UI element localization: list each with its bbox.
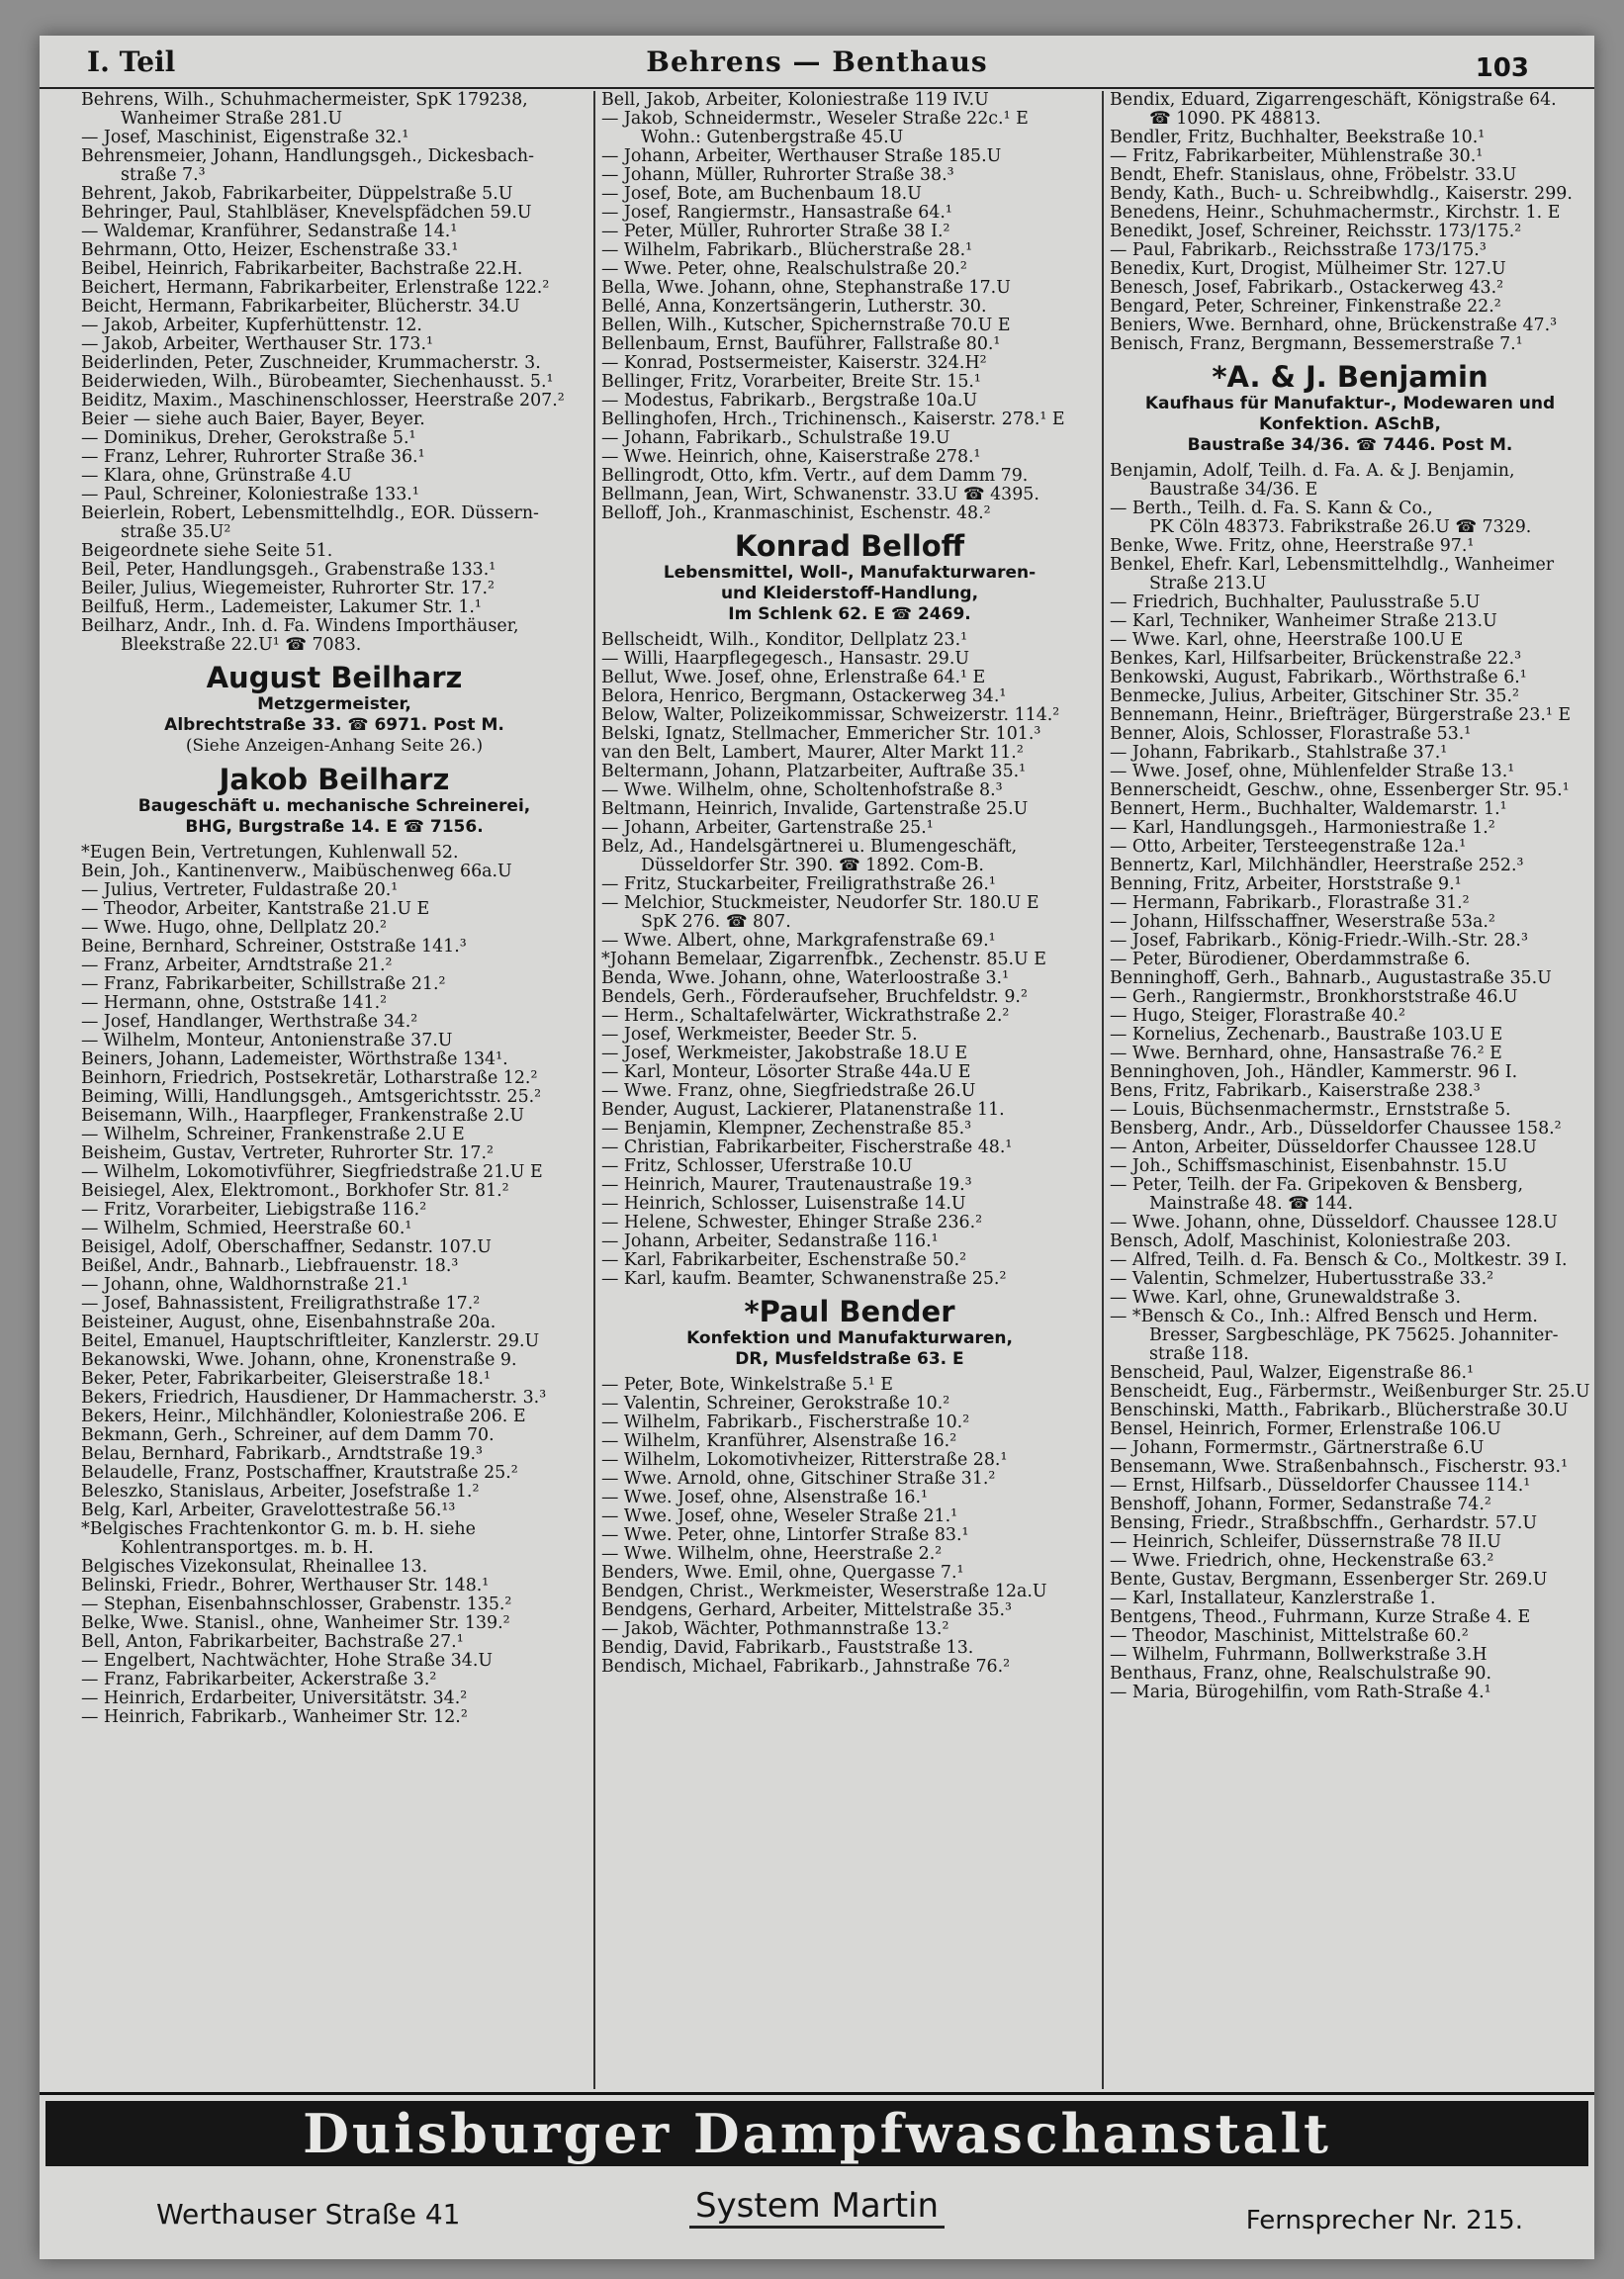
directory-entry: — Wwe. Karl, ohne, Grunewaldstraße 3.	[1110, 1289, 1462, 1308]
directory-entry: *Belgisches Frachtenkontor G. m. b. H. siehe	[81, 1520, 476, 1539]
directory-entry: — Fritz, Fabrikarbeiter, Mühlenstraße 30.¹	[1110, 147, 1484, 166]
directory-entry: Behrmann, Otto, Heizer, Eschenstraße 33.¹	[81, 241, 459, 260]
display-advertisement	[1110, 360, 1590, 456]
display-advertisement	[81, 763, 587, 838]
directory-entry: — Paul, Schreiner, Koloniestraße 133.¹	[81, 486, 419, 504]
directory-entry: Beißel, Andr., Bahnarb., Liebfrauenstr. 18.³	[81, 1257, 459, 1276]
directory-entry: Beisheim, Gustav, Vertreter, Ruhrorter Str. 17.²	[81, 1144, 494, 1163]
directory-entry: Benisch, Franz, Bergmann, Bessemerstraße 7.¹	[1110, 335, 1523, 354]
directory-entry: Belaudelle, Franz, Postschaffner, Krautstraße 25.²	[81, 1464, 518, 1483]
display-advertisement	[601, 1295, 1098, 1370]
directory-entry-continuation: straße 35.U²	[121, 523, 231, 542]
directory-entry: — Johann, Arbeiter, Werthauser Straße 185.U	[601, 147, 1002, 166]
directory-entry: — Karl, Installateur, Kanzlerstraße 1.	[1110, 1590, 1436, 1608]
directory-entry: Bellé, Anna, Konzertsängerin, Lutherstr. 30.	[601, 298, 987, 317]
directory-entry: Beltmann, Heinrich, Invalide, Gartenstraße 25.U	[601, 800, 1029, 819]
directory-entry: Beil, Peter, Handlungsgeh., Grabenstraße 133.¹	[81, 561, 496, 580]
directory-entry: — Franz, Lehrer, Ruhrorter Straße 36.¹	[81, 448, 425, 467]
directory-entry: Bente, Gustav, Bergmann, Essenberger Str. 269.U	[1110, 1571, 1548, 1590]
advertiser-name: August Beilharz	[206, 661, 463, 694]
directory-entry: — Fritz, Stuckarbeiter, Freiligrathstraße 26.¹	[601, 875, 996, 894]
directory-entry: Belora, Henrico, Bergmann, Ostackerweg 34.¹	[601, 687, 1007, 706]
directory-entry: — Willi, Haarpflegegesch., Hansastr. 29.U	[601, 650, 970, 669]
advertisement-line: Konfektion. ASchB,	[1259, 414, 1441, 434]
directory-entry: — Heinrich, Erdarbeiter, Universitätstr. 34.²	[81, 1689, 468, 1708]
directory-entry: — Karl, Handlungsgeh., Harmoniestraße 1.²	[1110, 819, 1495, 838]
page-header	[40, 36, 1594, 89]
system-label: System Martin	[689, 2186, 945, 2229]
directory-entry: — Wwe. Karl, ohne, Heerstraße 100.U E	[1110, 631, 1464, 650]
directory-page	[40, 36, 1594, 2259]
directory-entry: — Wwe. Arnold, ohne, Gitschiner Straße 31.²	[601, 1470, 996, 1489]
directory-entry: — Wilhelm, Fabrikarb., Blücherstraße 28.¹	[601, 241, 973, 260]
directory-entry: Belgisches Vizekonsulat, Rheinallee 13.	[81, 1558, 428, 1577]
directory-entry: — Fritz, Vorarbeiter, Liebigstraße 116.²	[81, 1201, 427, 1220]
directory-entry: Benedix, Kurt, Drogist, Mülheimer Str. 127.U	[1110, 260, 1506, 279]
running-title: Behrens — Benthaus	[646, 46, 988, 78]
directory-entry: van den Belt, Lambert, Maurer, Alter Markt 11.²	[601, 744, 1024, 763]
directory-entry: — Jakob, Arbeiter, Kupferhüttenstr. 12.	[81, 317, 422, 335]
directory-entry: — Franz, Arbeiter, Arndtstraße 21.²	[81, 957, 393, 975]
directory-entry: Bellingrodt, Otto, kfm. Vertr., auf dem Damm 79.	[601, 467, 1029, 486]
directory-entry: — Wwe. Hugo, ohne, Dellplatz 20.²	[81, 919, 387, 938]
advertisement-line: Kaufhaus für Manufaktur-, Modewaren und	[1144, 394, 1556, 413]
directory-entry: Beiners, Johann, Lademeister, Wörthstraße 134¹.	[81, 1050, 508, 1069]
directory-entry: Bendt, Ehefr. Stanislaus, ohne, Fröbelstr. 33.U	[1110, 166, 1517, 185]
directory-entry: — Wwe. Josef, ohne, Weseler Straße 21.¹	[601, 1507, 958, 1526]
advertisement-line: Metzgermeister,	[257, 694, 411, 714]
directory-entry: — Engelbert, Nachtwächter, Hohe Straße 34.U	[81, 1652, 494, 1671]
directory-entry: Behringer, Paul, Stahlbläser, Knevelspfädchen 59.U	[81, 204, 532, 223]
directory-entry: Benner, Alois, Schlosser, Florastraße 53.¹	[1110, 725, 1472, 744]
page-number: 103	[1475, 53, 1529, 83]
directory-entry: — Paul, Fabrikarb., Reichsstraße 173/175.³	[1110, 241, 1487, 260]
directory-entry: Beiming, Willi, Handlungsgeh., Amtsgerichtsstr. 25.²	[81, 1088, 542, 1107]
directory-entry: Bennertz, Karl, Milchhändler, Heerstraße 252.³	[1110, 857, 1524, 875]
directory-entry: Bennert, Herm., Buchhalter, Waldemarstr. 1.¹	[1110, 800, 1507, 819]
directory-entry: — Friedrich, Buchhalter, Paulusstraße 5.U	[1110, 593, 1481, 612]
directory-entry: Bensing, Friedr., Straßbschffn., Gerhardstr. 57.U	[1110, 1514, 1538, 1533]
directory-entry: Bendgens, Gerhard, Arbeiter, Mittelstraße 35.³	[601, 1601, 1013, 1620]
directory-entry: Benschinski, Matth., Fabrikarb., Blücherstraße 30.U	[1110, 1402, 1569, 1420]
directory-entry: Bensch, Adolf, Maschinist, Koloniestraße 203.	[1110, 1232, 1511, 1251]
directory-entry: — Josef, Handlanger, Werthstraße 34.²	[81, 1013, 418, 1032]
directory-entry: — Wilhelm, Monteur, Antonienstraße 37.U	[81, 1032, 453, 1050]
directory-entry: — Heinrich, Schlosser, Luisenstraße 14.U	[601, 1195, 966, 1214]
directory-entry: — Joh., Schiffsmaschinist, Eisenbahnstr. 15.U	[1110, 1157, 1508, 1176]
directory-entry: — Karl, Monteur, Lösorter Straße 44a.U E	[601, 1063, 971, 1082]
directory-entry: — Otto, Arbeiter, Tersteegenstraße 12a.¹	[1110, 838, 1467, 857]
directory-entry: — Wilhelm, Schmied, Heerstraße 60.¹	[81, 1220, 412, 1238]
directory-entry: Benninghoven, Joh., Händler, Kammerstr. 96 I.	[1110, 1063, 1518, 1082]
directory-entry: Beiderwieden, Wilh., Bürobeamter, Siechenhausst. 5.¹	[81, 373, 554, 392]
advertisement-line: BHG, Burgstraße 14. E ☎ 7156.	[185, 817, 484, 837]
directory-entry: Benkel, Ehefr. Karl, Lebensmittelhdlg., Wanheimer	[1110, 556, 1555, 575]
directory-entry: Bekmann, Gerh., Schreiner, auf dem Damm 70.	[81, 1426, 495, 1445]
directory-entry: Below, Walter, Polizeikommissar, Schweizerstr. 114.²	[601, 706, 1060, 725]
directory-entry: Benthaus, Franz, ohne, Realschulstraße 90.	[1110, 1665, 1492, 1684]
directory-entry-continuation: Straße 213.U	[1149, 575, 1267, 593]
directory-entry: — Josef, Maschinist, Eigenstraße 32.¹	[81, 129, 409, 147]
directory-entry: Bensberg, Andr., Arb., Düsseldorfer Chaussee 158.²	[1110, 1120, 1562, 1139]
directory-entry: Bendy, Kath., Buch- u. Schreibwhdlg., Kaiserstr. 299.	[1110, 185, 1573, 204]
advertisement-line: Albrechtstraße 33. ☎ 6971. Post M.	[164, 715, 504, 735]
directory-entry: Benders, Wwe. Emil, ohne, Quergasse 7.¹	[601, 1564, 964, 1583]
advertisement-line: Konfektion und Manufakturwaren,	[686, 1328, 1013, 1348]
directory-entry: — Johann, Hilfsschaffner, Weserstraße 53a.²	[1110, 913, 1495, 932]
directory-entry: — Wwe. Josef, ohne, Mühlenfelder Straße 13.¹	[1110, 763, 1515, 781]
directory-entry-continuation: Mainstraße 48. ☎ 144.	[1149, 1195, 1354, 1214]
directory-entry: Beinhorn, Friedrich, Postsekretär, Lotharstraße 12.²	[81, 1069, 538, 1088]
directory-entry: — Modestus, Fabrikarb., Bergstraße 10a.U	[601, 392, 978, 410]
directory-entry: — Theodor, Arbeiter, Kantstraße 21.U E	[81, 900, 430, 919]
directory-entry: Benning, Fritz, Arbeiter, Horststraße 9.¹	[1110, 875, 1462, 894]
directory-entry: — Benjamin, Klempner, Zechenstraße 85.³	[601, 1120, 972, 1139]
directory-entry: Beine, Bernhard, Schreiner, Oststraße 141.³	[81, 938, 467, 957]
directory-entry: — Peter, Bürodiener, Oberdammstraße 6.	[1110, 951, 1471, 969]
directory-entry: — Wwe. Bernhard, ohne, Hansastraße 76.² E	[1110, 1045, 1502, 1063]
directory-entry: — Peter, Müller, Ruhrorter Straße 38 I.²	[601, 223, 950, 241]
advertiser-name: *A. & J. Benjamin	[1212, 360, 1489, 394]
directory-entry: — Herm., Schaltafelwärter, Wickrathstraße 2.²	[601, 1007, 1010, 1026]
directory-entry: — Karl, Techniker, Wanheimer Straße 213.U	[1110, 612, 1497, 631]
directory-entry: — Karl, kaufm. Beamter, Schwanenstraße 25.²	[601, 1270, 1007, 1289]
directory-entry: — Wwe. Johann, ohne, Düsseldorf. Chaussee 128.U	[1110, 1214, 1558, 1232]
directory-entry: Bellscheidt, Wilh., Konditor, Dellplatz 23.¹	[601, 631, 968, 650]
part-label: I. Teil	[87, 46, 176, 78]
directory-entry-continuation: Kohlentransportges. m. b. H.	[121, 1539, 374, 1558]
directory-entry: Beilfuß, Herm., Lademeister, Lakumer Str. 1.¹	[81, 598, 482, 617]
directory-entry: Beibel, Heinrich, Fabrikarbeiter, Bachstraße 22.H.	[81, 260, 523, 279]
directory-entry: — Fritz, Schlosser, Uferstraße 10.U	[601, 1157, 913, 1176]
directory-entry: Benda, Wwe. Johann, ohne, Waterloostraße 3.¹	[601, 969, 1010, 988]
directory-entry: Bensemann, Wwe. Straßenbahnsch., Fischerstr. 93.¹	[1110, 1458, 1569, 1477]
directory-entry: — Wilhelm, Schreiner, Frankenstraße 2.U E	[81, 1126, 465, 1144]
directory-entry: — Jakob, Wächter, Pothmannstraße 13.²	[601, 1620, 949, 1639]
directory-entry: — Wwe. Friedrich, ohne, Heckenstraße 63.²	[1110, 1552, 1494, 1571]
directory-entry: — Johann, Arbeiter, Sedanstraße 116.¹	[601, 1232, 939, 1251]
directory-entry: Bellut, Wwe. Josef, ohne, Erlenstraße 64.¹ E	[601, 669, 986, 687]
directory-entry: Bennerscheidt, Geschw., ohne, Essenberger Str. 95.¹	[1110, 781, 1570, 800]
directory-entry-continuation: Baustraße 34/36. E	[1149, 481, 1318, 500]
advertisement-line: Im Schlenk 62. E ☎ 2469.	[728, 604, 971, 624]
directory-entry: — Johann, Müller, Ruhrorter Straße 38.³	[601, 166, 954, 185]
footer-advertisement	[40, 2092, 1594, 2259]
directory-entry: — Wilhelm, Kranführer, Alsenstraße 16.²	[601, 1432, 957, 1451]
directory-entry: Benscheidt, Eug., Färbermstr., Weißenburger Str. 25.U	[1110, 1383, 1590, 1402]
directory-entry: Belg, Karl, Arbeiter, Gravelottestraße 56.¹³	[81, 1502, 456, 1520]
directory-entry: Bellen, Wilh., Kutscher, Spichernstraße 70.U E	[601, 317, 1011, 335]
column-1	[81, 91, 587, 2089]
directory-entry: Beltermann, Johann, Platzarbeiter, Auftraße 35.¹	[601, 763, 1027, 781]
directory-entry-continuation: SpK 276. ☎ 807.	[641, 913, 791, 932]
directory-entry: Benedens, Heinr., Schuhmachermstr., Kirchstr. 1. E	[1110, 204, 1561, 223]
directory-entry: Bendler, Fritz, Buchhalter, Beekstraße 10.¹	[1110, 129, 1486, 147]
directory-entry: — Wwe. Wilhelm, ohne, Heerstraße 2.²	[601, 1545, 943, 1564]
advertisement-line: DR, Musfeldstraße 63. E	[735, 1349, 964, 1369]
directory-entry: Bein, Joh., Kantinenverw., Maibüschenweg 66a.U	[81, 863, 512, 881]
directory-entry: *Eugen Bein, Vertretungen, Kuhlenwall 52.	[81, 844, 459, 863]
directory-entry: Belke, Wwe. Stanisl., ohne, Wanheimer Str. 139.²	[81, 1614, 510, 1633]
directory-entry: — Melchior, Stuckmeister, Neudorfer Str. 180.U E	[601, 894, 1039, 913]
directory-entry: Beleszko, Stanislaus, Arbeiter, Josefstraße 1.²	[81, 1483, 480, 1502]
display-advertisement	[601, 529, 1098, 625]
directory-entry: Beisemann, Wilh., Haarpfleger, Frankenstraße 2.U	[81, 1107, 525, 1126]
directory-entry: — Berth., Teilh. d. Fa. S. Kann & Co.,	[1110, 500, 1433, 518]
directory-entry: Beiditz, Maxim., Maschinenschlosser, Heerstraße 207.²	[81, 392, 565, 410]
directory-entry: — Franz, Fabrikarbeiter, Ackerstraße 3.²	[81, 1671, 437, 1689]
directory-entry: — Johann, Fabrikarb., Stahlstraße 37.¹	[1110, 744, 1448, 763]
directory-entry: — Gerh., Rangiermstr., Bronkhorststraße 46.U	[1110, 988, 1518, 1007]
directory-entry: Behrensmeier, Johann, Handlungsgeh., Dickesbach-	[81, 147, 534, 166]
directory-entry: Bendels, Gerh., Förderaufseher, Bruchfeldstr. 9.²	[601, 988, 1028, 1007]
directory-entry-continuation: straße 118.	[1149, 1345, 1249, 1364]
directory-entry-continuation: Wohn.: Gutenbergstraße 45.U	[641, 129, 904, 147]
directory-entry: Bentgens, Theod., Fuhrmann, Kurze Straße 4. E	[1110, 1608, 1531, 1627]
directory-entry: — Ernst, Hilfsarb., Düsseldorfer Chaussee 114.¹	[1110, 1477, 1531, 1496]
directory-entry: — Konrad, Postsermeister, Kaiserstr. 324.H²	[601, 354, 987, 373]
directory-entry: Beisigel, Adolf, Oberschaffner, Sedanstr. 107.U	[81, 1238, 492, 1257]
directory-entry-continuation: PK Cöln 48373. Fabrikstraße 26.U ☎ 7329.	[1149, 518, 1532, 537]
directory-entry: — Johann, Fabrikarb., Schulstraße 19.U	[601, 429, 950, 448]
directory-entry: — Josef, Rangiermstr., Hansastraße 64.¹	[601, 204, 952, 223]
directory-entry: — *Bensch & Co., Inh.: Alfred Bensch und Herm.	[1110, 1308, 1538, 1326]
directory-entry: Benedikt, Josef, Schreiner, Reichsstr. 173/175.²	[1110, 223, 1522, 241]
directory-entry: — Franz, Fabrikarbeiter, Schillstraße 21.²	[81, 975, 446, 994]
advertisement-line: (Siehe Anzeigen-Anhang Seite 26.)	[185, 736, 484, 756]
directory-entry: — Johann, Arbeiter, Gartenstraße 25.¹	[601, 819, 934, 838]
directory-entry: Bendig, David, Fabrikarb., Fauststraße 13.	[601, 1639, 974, 1658]
directory-entry: Bender, August, Lackierer, Platanenstraße 11.	[601, 1101, 1005, 1120]
directory-entry: Beigeordnete siehe Seite 51.	[81, 542, 333, 561]
directory-entry: Bendix, Eduard, Zigarrengeschäft, Königstraße 64.	[1110, 91, 1557, 110]
directory-entry: Beisiegel, Alex, Elektromont., Borkhofer Str. 81.²	[81, 1182, 509, 1201]
directory-entry: — Johann, Formermstr., Gärtnerstraße 6.U	[1110, 1439, 1485, 1458]
directory-entry: Benke, Wwe. Fritz, ohne, Heerstraße 97.¹	[1110, 537, 1475, 556]
directory-entry: Belau, Bernhard, Fabrikarb., Arndtstraße 19.³	[81, 1445, 483, 1464]
directory-entry: Behrens, Wilh., Schuhmachermeister, SpK 179238,	[81, 91, 528, 110]
directory-entry: Beichert, Hermann, Fabrikarbeiter, Erlenstraße 122.²	[81, 279, 550, 298]
directory-entry: — Wwe. Heinrich, ohne, Kaiserstraße 278.¹	[601, 448, 981, 467]
directory-entry: — Wwe. Albert, ohne, Markgrafenstraße 69.¹	[601, 932, 996, 951]
display-advertisement	[81, 661, 587, 757]
directory-entry: Bellinger, Fritz, Vorarbeiter, Breite Str. 15.¹	[601, 373, 981, 392]
directory-entry: Beierlein, Robert, Lebensmittelhdlg., EOR. Düssern-	[81, 504, 539, 523]
directory-entry: — Louis, Büchsenmachermstr., Ernststraße 5.	[1110, 1101, 1511, 1120]
directory-entry: Bens, Fritz, Fabrikarb., Kaiserstraße 238.³	[1110, 1082, 1481, 1101]
directory-entry: Beier — siehe auch Baier, Bayer, Beyer.	[81, 410, 425, 429]
directory-entry: — Wilhelm, Fuhrmann, Bollwerkstraße 3.H	[1110, 1646, 1488, 1665]
directory-entry: — Peter, Bote, Winkelstraße 5.¹ E	[601, 1376, 893, 1395]
directory-entry: Bell, Anton, Fabrikarbeiter, Bachstraße 27.¹	[81, 1633, 464, 1652]
directory-entry: — Josef, Fabrikarb., König-Friedr.-Wilh.-Str. 28.³	[1110, 932, 1528, 951]
directory-entry: Belski, Ignatz, Stellmacher, Emmericher Str. 101.³	[601, 725, 1041, 744]
directory-entry: Beisteiner, August, ohne, Eisenbahnstraße 20a.	[81, 1314, 496, 1332]
directory-entry: — Waldemar, Kranführer, Sedanstraße 14.¹	[81, 223, 458, 241]
directory-entry: — Peter, Teilh. der Fa. Gripekoven & Bensberg,	[1110, 1176, 1524, 1195]
directory-entry: Benshoff, Johann, Former, Sedanstraße 74.²	[1110, 1496, 1491, 1514]
directory-entry: — Kornelius, Zechenarb., Baustraße 103.U E	[1110, 1026, 1503, 1045]
directory-entry: — Wilhelm, Fabrikarb., Fischerstraße 10.²	[601, 1413, 970, 1432]
directory-entry: — Theodor, Maschinist, Mittelstraße 60.²	[1110, 1627, 1469, 1646]
directory-entry: Benscheid, Paul, Walzer, Eigenstraße 86.¹	[1110, 1364, 1475, 1383]
directory-entry: — Klara, ohne, Grünstraße 4.U	[81, 467, 352, 486]
directory-entry: Belloff, Joh., Kranmaschinist, Eschenstr. 48.²	[601, 504, 991, 523]
directory-entry: Bekers, Friedrich, Hausdiener, Dr Hammacherstr. 3.³	[81, 1389, 547, 1408]
directory-entry: Bendisch, Michael, Fabrikarb., Jahnstraße 76.²	[601, 1658, 1011, 1677]
directory-entry: Bekanowski, Wwe. Johann, ohne, Kronenstraße 9.	[81, 1351, 517, 1370]
directory-entry: — Josef, Bote, am Buchenbaum 18.U	[601, 185, 922, 204]
company-address: Werthauser Straße 41	[156, 2198, 461, 2231]
directory-entry: Bennemann, Heinr., Briefträger, Bürgerstraße 23.¹ E	[1110, 706, 1572, 725]
directory-entry: — Wwe. Josef, ohne, Alsenstraße 16.¹	[601, 1489, 928, 1507]
advertiser-name: *Paul Bender	[744, 1295, 955, 1328]
directory-entry: — Hermann, ohne, Oststraße 141.²	[81, 994, 388, 1013]
directory-entry: — Alfred, Teilh. d. Fa. Bensch & Co., Moltkestr. 39 I.	[1110, 1251, 1568, 1270]
directory-entry: Bendgen, Christ., Werkmeister, Weserstraße 12a.U	[601, 1583, 1047, 1601]
directory-entry: Benkowski, August, Fabrikarb., Wörthstraße 6.¹	[1110, 669, 1527, 687]
directory-entry: — Josef, Werkmeister, Beeder Str. 5.	[601, 1026, 918, 1045]
directory-entry: — Josef, Bahnassistent, Freiligrathstraße 17.²	[81, 1295, 481, 1314]
directory-entry: — Maria, Bürogehilfin, vom Rath-Straße 4.¹	[1110, 1684, 1491, 1702]
directory-entry: Bellenbaum, Ernst, Bauführer, Fallstraße 80.¹	[601, 335, 1001, 354]
directory-entry: Benesch, Josef, Fabrikarb., Ostackerweg 43.²	[1110, 279, 1504, 298]
directory-entry: — Julius, Vertreter, Fuldastraße 20.¹	[81, 881, 399, 900]
directory-entry: — Dominikus, Dreher, Gerokstraße 5.¹	[81, 429, 416, 448]
advertiser-name: Konrad Belloff	[734, 529, 965, 563]
directory-entry: — Jakob, Schneidermstr., Weseler Straße 22c.¹ E	[601, 110, 1029, 129]
directory-entry: *Johann Bemelaar, Zigarrenfbk., Zechenstr. 85.U E	[601, 951, 1046, 969]
advertiser-name: Jakob Beilharz	[219, 763, 450, 796]
directory-entry: — Wilhelm, Lokomotivheizer, Ritterstraße 28.¹	[601, 1451, 1008, 1470]
directory-entry: — Jakob, Arbeiter, Werthauser Str. 173.¹	[81, 335, 433, 354]
directory-entry: — Hugo, Steiger, Florastraße 40.²	[1110, 1007, 1406, 1026]
directory-entry: Beiderlinden, Peter, Zuschneider, Krummacherstr. 3.	[81, 354, 541, 373]
directory-entry: — Wilhelm, Lokomotivführer, Siegfriedstraße 21.U E	[81, 1163, 543, 1182]
directory-entry: — Karl, Fabrikarbeiter, Eschenstraße 50.²	[601, 1251, 967, 1270]
directory-entry: Bellmann, Jean, Wirt, Schwanenstr. 33.U ☎ 4395.	[601, 486, 1039, 504]
directory-entry: — Johann, ohne, Waldhornstraße 21.¹	[81, 1276, 408, 1295]
directory-entry-continuation: Wanheimer Straße 281.U	[121, 110, 343, 129]
directory-entry: Benjamin, Adolf, Teilh. d. Fa. A. & J. Benjamin,	[1110, 462, 1515, 481]
advertisement-line: Lebensmittel, Woll-, Manufakturwaren-	[663, 563, 1037, 583]
directory-entry: Belz, Ad., Handelsgärtnerei u. Blumengeschäft,	[601, 838, 1018, 857]
directory-entry-continuation: straße 7.³	[121, 166, 206, 185]
column-2	[593, 91, 1098, 2089]
directory-entry: Benmecke, Julius, Arbeiter, Gitschiner Str. 35.²	[1110, 687, 1519, 706]
directory-entry: Belinski, Friedr., Bohrer, Werthauser Str. 148.¹	[81, 1577, 490, 1595]
directory-entry-continuation: Bresser, Sargbeschläge, PK 75625. Johanniter-	[1149, 1326, 1559, 1345]
directory-entry: Bengard, Peter, Schreiner, Finkenstraße 22.²	[1110, 298, 1501, 317]
directory-entry: Beiler, Julius, Wiegemeister, Ruhrorter Str. 17.²	[81, 580, 495, 598]
directory-entry: Bellinghofen, Hrch., Trichinensch., Kaiserstr. 278.¹ E	[601, 410, 1065, 429]
column-3	[1102, 91, 1590, 2089]
advertisement-line: Baustraße 34/36. ☎ 7446. Post M.	[1187, 435, 1513, 455]
directory-entry: Benninghoff, Gerh., Bahnarb., Augustastraße 35.U	[1110, 969, 1552, 988]
advertisement-line: Baugeschäft u. mechanische Schreinerei,	[137, 796, 531, 816]
directory-entry: — Heinrich, Schleifer, Düssernstraße 78 II.U	[1110, 1533, 1501, 1552]
directory-entry: Bella, Wwe. Johann, ohne, Stephanstraße 17.U	[601, 279, 1011, 298]
directory-entry: — Valentin, Schmelzer, Hubertusstraße 33.²	[1110, 1270, 1494, 1289]
directory-entry: Beker, Peter, Fabrikarbeiter, Gleiserstraße 18.¹	[81, 1370, 492, 1389]
directory-entry: Beicht, Hermann, Fabrikarbeiter, Blücherstr. 34.U	[81, 298, 520, 317]
directory-entry: — Josef, Werkmeister, Jakobstraße 18.U E	[601, 1045, 968, 1063]
directory-entry: — Anton, Arbeiter, Düsseldorfer Chaussee 128.U	[1110, 1139, 1537, 1157]
directory-entry: Bell, Jakob, Arbeiter, Koloniestraße 119 IV.U	[601, 91, 989, 110]
directory-entry: — Heinrich, Maurer, Trautenaustraße 19.³	[601, 1176, 972, 1195]
directory-entry: Beitel, Emanuel, Hauptschriftleiter, Kanzlerstr. 29.U	[81, 1332, 540, 1351]
directory-entry: — Hermann, Fabrikarb., Florastraße 31.²	[1110, 894, 1470, 913]
directory-entry: — Valentin, Schreiner, Gerokstraße 10.²	[601, 1395, 950, 1413]
directory-entry: — Heinrich, Fabrikarb., Wanheimer Str. 12.²	[81, 1708, 468, 1727]
company-phone: Fernsprecher Nr. 215.	[1245, 2206, 1523, 2235]
directory-entry: — Stephan, Eisenbahnschlosser, Grabenstr. 135.²	[81, 1595, 512, 1614]
directory-entry: Beilharz, Andr., Inh. d. Fa. Windens Importhäuser,	[81, 617, 519, 636]
directory-entry: — Christian, Fabrikarbeiter, Fischerstraße 48.¹	[601, 1139, 1013, 1157]
directory-entry: — Wwe. Wilhelm, ohne, Scholtenhofstraße 8.³	[601, 781, 1003, 800]
directory-entry: Bekers, Heinr., Milchhändler, Koloniestraße 206. E	[81, 1408, 526, 1426]
directory-entry: Beniers, Wwe. Bernhard, ohne, Brückenstraße 47.³	[1110, 317, 1558, 335]
directory-entry: — Helene, Schwester, Ehinger Straße 236.²	[601, 1214, 983, 1232]
company-banner: Duisburger Dampfwaschanstalt	[45, 2101, 1588, 2166]
directory-entry: Benkes, Karl, Hilfsarbeiter, Brückenstraße 22.³	[1110, 650, 1522, 669]
directory-entry: Behrent, Jakob, Fabrikarbeiter, Düppelstraße 5.U	[81, 185, 513, 204]
advertisement-line: und Kleiderstoff-Handlung,	[720, 584, 979, 603]
directory-entry: Bensel, Heinrich, Former, Erlenstraße 106.U	[1110, 1420, 1501, 1439]
directory-entry: — Wwe. Peter, ohne, Lintorfer Straße 83.¹	[601, 1526, 969, 1545]
directory-entry-continuation: Bleekstraße 22.U¹ ☎ 7083.	[121, 636, 362, 655]
directory-entry: — Wwe. Franz, ohne, Siegfriedstraße 26.U	[601, 1082, 976, 1101]
directory-entry-continuation: ☎ 1090. PK 48813.	[1149, 110, 1321, 129]
directory-entry: — Wwe. Peter, ohne, Realschulstraße 20.²	[601, 260, 967, 279]
directory-entry-continuation: Düsseldorfer Str. 390. ☎ 1892. Com-B.	[641, 857, 984, 875]
